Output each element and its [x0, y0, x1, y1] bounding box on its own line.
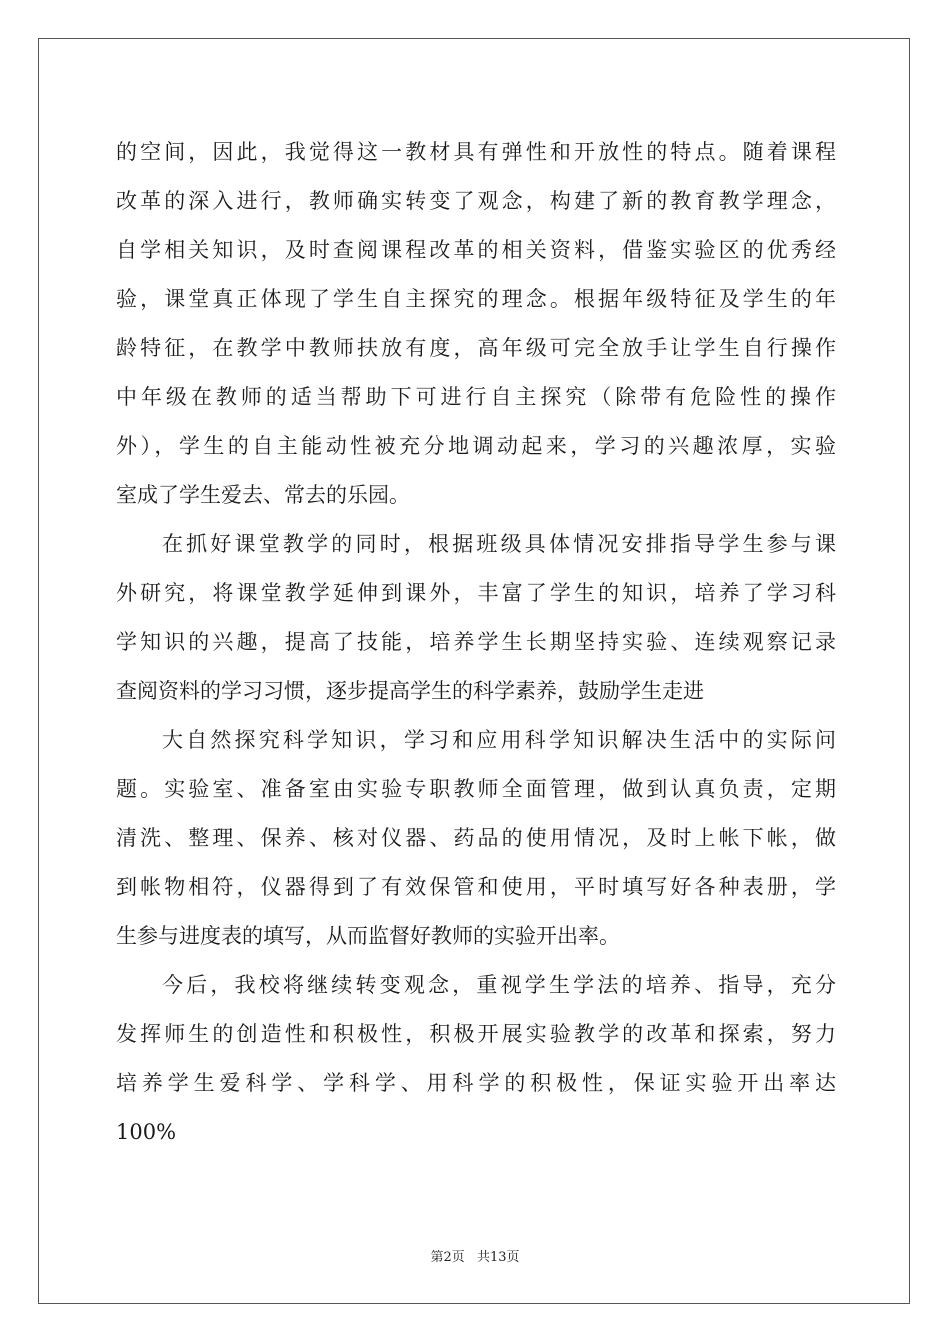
text-line: 100% [116, 1120, 177, 1144]
page-footer [0, 1246, 950, 1265]
document-body [116, 128, 836, 1157]
text-line: 外），学生的自主能动性被充分地调动起来，学习的兴趣浓厚，实验 [116, 434, 836, 458]
text-line: 查阅资料的学习习惯，逐步提高学生的科学素养，鼓励学生走进 [116, 679, 704, 703]
text-line: 发挥师生的创造性和积极性，积极开展实验教学的改革和探索，努力 [116, 1022, 836, 1046]
text-line: 培养学生爱科学、学科学、用科学的积极性，保证实验开出率达 [116, 1071, 836, 1095]
text-line: 中年级在教师的适当帮助下可进行自主探究（除带有危险性的操作 [116, 385, 836, 409]
page-number: 第2页 [430, 1250, 465, 1265]
text-line: 改革的深入进行，教师确实转变了观念，构建了新的教育教学理念， [116, 189, 836, 213]
text-line: 验，课堂真正体现了学生自主探究的理念。根据年级特征及学生的年 [116, 287, 836, 311]
text-line: 大自然探究科学知识，学习和应用科学知识解决生活中的实际问 [162, 728, 836, 752]
text-line: 题。实验室、准备室由实验专职教师全面管理，做到认真负责，定期 [116, 777, 836, 801]
text-line: 龄特征，在教学中教师扶放有度，高年级可完全放手让学生自行操作 [116, 336, 836, 360]
text-line: 自学相关知识，及时查阅课程改革的相关资料，借鉴实验区的优秀经 [116, 238, 836, 262]
text-line: 外研究，将课堂教学延伸到课外，丰富了学生的知识，培养了学习科 [116, 581, 836, 605]
text-line: 的空间，因此，我觉得这一教材具有弹性和开放性的特点。随着课程 [116, 140, 836, 164]
text-line: 到帐物相符，仪器得到了有效保管和使用，平时填写好各种表册，学 [116, 875, 836, 899]
text-line: 在抓好课堂教学的同时，根据班级具体情况安排指导学生参与课 [162, 532, 836, 556]
text-line: 学知识的兴趣，提高了技能，培养学生长期坚持实验、连续观察记录 [116, 630, 836, 654]
text-line: 清洗、整理、保养、核对仪器、药品的使用情况，及时上帐下帐，做 [116, 826, 836, 850]
text-line: 生参与进度表的填写，从而监督好教师的实验开出率。 [116, 924, 620, 948]
text-line: 室成了学生爱去、常去的乐园。 [116, 483, 410, 507]
text-line: 今后，我校将继续转变观念，重视学生学法的培养、指导，充分 [162, 973, 836, 997]
page-total: 共13页 [476, 1250, 520, 1265]
